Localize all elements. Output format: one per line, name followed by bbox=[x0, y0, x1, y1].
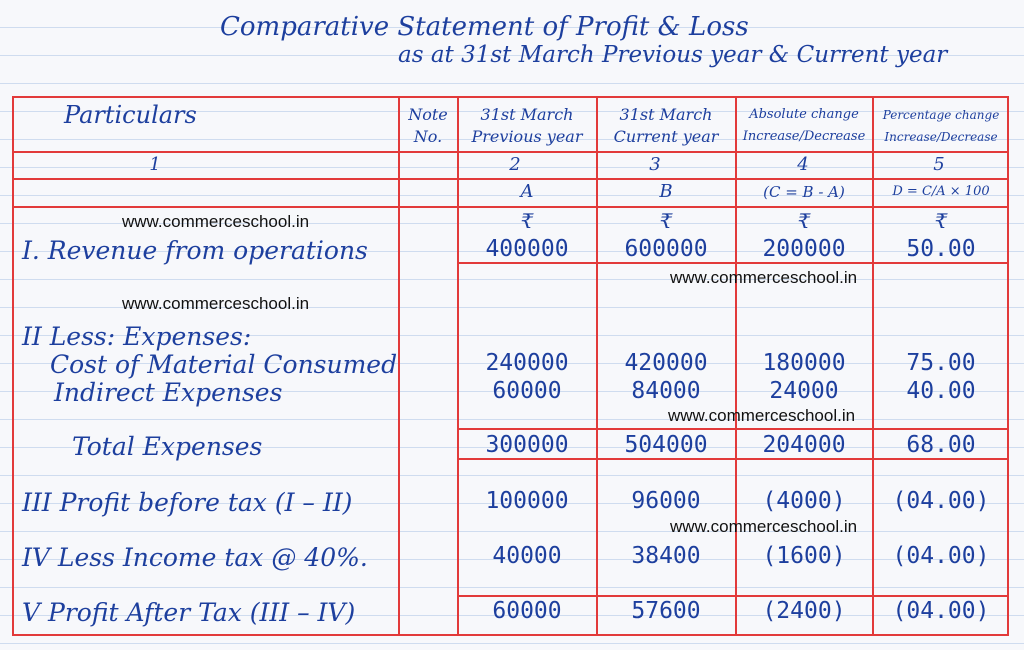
cell-curr: 504000 bbox=[624, 432, 708, 458]
currency-symbol: ₹ bbox=[797, 209, 811, 233]
col-number: 3 bbox=[649, 154, 661, 175]
cell-prev: 100000 bbox=[485, 488, 569, 514]
watermark: www.commerceschool.in bbox=[122, 294, 310, 313]
row-label-revenue: I. Revenue from operations bbox=[22, 236, 368, 265]
col-divider bbox=[735, 96, 737, 636]
header-absolute-change: Absolute change Increase/Decrease bbox=[742, 107, 866, 144]
col-divider bbox=[596, 96, 598, 636]
cell-curr: 57600 bbox=[631, 598, 701, 624]
cell-abs: 200000 bbox=[762, 236, 846, 262]
header-note: Note No. bbox=[408, 105, 448, 146]
row-divider bbox=[457, 262, 1009, 264]
cell-curr: 96000 bbox=[631, 488, 701, 514]
cell-prev: 300000 bbox=[485, 432, 569, 458]
cell-pct: 75.00 bbox=[906, 350, 976, 376]
watermark: www.commerceschool.in bbox=[122, 212, 310, 231]
row-label-material: Cost of Material Consumed bbox=[50, 350, 398, 379]
title-line-2: as at 31st March Previous year & Current year bbox=[398, 42, 948, 68]
watermark: www.commerceschool.in bbox=[670, 517, 858, 536]
cell-abs: (1600) bbox=[762, 543, 846, 569]
row-divider bbox=[12, 151, 1009, 153]
header-prev-year: 31st March Previous year bbox=[471, 105, 583, 146]
currency-symbol: ₹ bbox=[934, 209, 948, 233]
header-particulars: Particulars bbox=[64, 101, 197, 129]
row-divider bbox=[12, 178, 1009, 180]
cell-curr: 600000 bbox=[624, 236, 708, 262]
cell-abs: 180000 bbox=[762, 350, 846, 376]
row-divider bbox=[12, 206, 1009, 208]
header-percentage-change: Percentage change Increase/Decrease bbox=[882, 108, 1000, 144]
cell-abs: 24000 bbox=[769, 378, 839, 404]
cell-abs: 204000 bbox=[762, 432, 846, 458]
cell-curr: 38400 bbox=[631, 543, 701, 569]
row-label-pbt: III Profit before tax (I – II) bbox=[22, 488, 353, 517]
row-divider bbox=[457, 428, 1009, 430]
cell-prev: 240000 bbox=[485, 350, 569, 376]
cell-curr: 420000 bbox=[624, 350, 708, 376]
cell-curr: 84000 bbox=[631, 378, 701, 404]
cell-prev: 60000 bbox=[492, 598, 562, 624]
cell-prev: 400000 bbox=[485, 236, 569, 262]
cell-prev: 60000 bbox=[492, 378, 562, 404]
header-curr-year: 31st March Current year bbox=[613, 105, 719, 146]
row-label-tax: IV Less Income tax @ 40%. bbox=[22, 543, 368, 572]
cell-prev: 40000 bbox=[492, 543, 562, 569]
cell-pct: 40.00 bbox=[906, 378, 976, 404]
cell-pct: 68.00 bbox=[906, 432, 976, 458]
col-formula: A bbox=[520, 181, 534, 202]
row-label-indirect: Indirect Expenses bbox=[54, 378, 283, 407]
col-formula: D = C/A × 100 bbox=[892, 184, 990, 199]
col-divider bbox=[872, 96, 874, 636]
cell-abs: (2400) bbox=[762, 598, 846, 624]
cell-abs: (4000) bbox=[762, 488, 846, 514]
col-divider bbox=[398, 96, 400, 636]
row-divider bbox=[457, 595, 1009, 597]
title-line-1: Comparative Statement of Profit & Loss bbox=[220, 12, 749, 42]
currency-symbol: ₹ bbox=[659, 209, 673, 233]
cell-pct: (04.00) bbox=[892, 598, 990, 624]
row-label-total-expenses: Total Expenses bbox=[72, 432, 263, 461]
watermark: www.commerceschool.in bbox=[670, 268, 858, 287]
row-label-pat: V Profit After Tax (III – IV) bbox=[22, 598, 356, 627]
currency-symbol: ₹ bbox=[520, 209, 534, 233]
col-number: 2 bbox=[509, 154, 521, 175]
col-formula: (C = B - A) bbox=[763, 183, 845, 201]
row-label-expenses: II Less: Expenses: bbox=[22, 322, 252, 351]
col-divider bbox=[457, 96, 459, 636]
cell-pct: (04.00) bbox=[892, 543, 990, 569]
col-number: 4 bbox=[797, 154, 809, 175]
col-formula: B bbox=[659, 181, 673, 202]
row-divider bbox=[457, 458, 1009, 460]
col-number: 5 bbox=[933, 154, 945, 175]
cell-pct: 50.00 bbox=[906, 236, 976, 262]
watermark: www.commerceschool.in bbox=[668, 406, 856, 425]
col-number: 1 bbox=[149, 154, 161, 175]
cell-pct: (04.00) bbox=[892, 488, 990, 514]
